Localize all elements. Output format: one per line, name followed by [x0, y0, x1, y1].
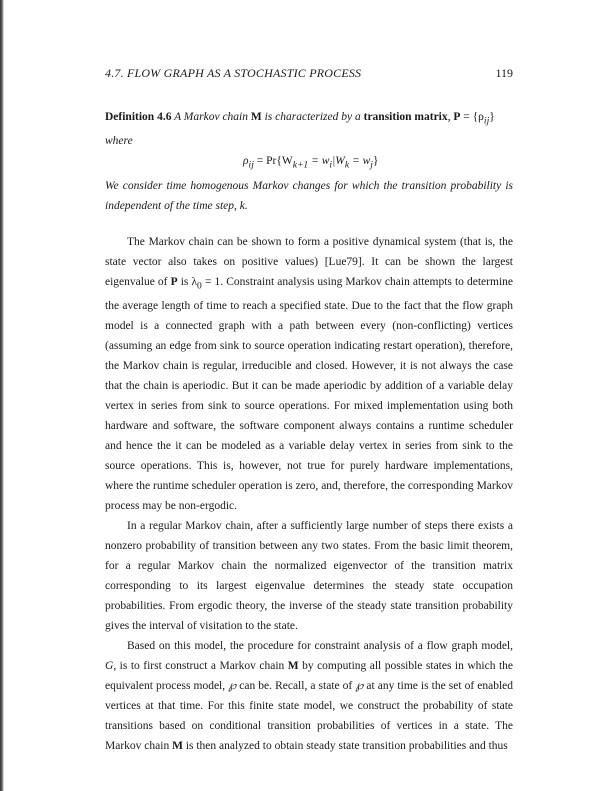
- definition-label: Definition 4.6: [105, 111, 172, 123]
- paragraph-2: In a regular Markov chain, after a sufficiently large number of steps there exists a nonzero probability of transition between any two states. From the basic limit theorem, for a regular Markov chain the normalized eigenvector of the transition matrix corresponding to its largest eigenvalue determines the steady state occupation probabilities. From ergodic theory, the inverse of the steady state transition probability gives the interval of visitation to the state.: [105, 519, 513, 632]
- definition-where: where: [105, 135, 133, 148]
- definition-text: ,: [447, 111, 454, 123]
- definition-text: = {ρ: [460, 111, 484, 123]
- paragraph-text: , is to first construct a Markov chain: [113, 659, 288, 672]
- eq-part: ρ: [243, 155, 249, 168]
- paragraph-text: is then analyzed to obtain steady state transition probabilities and thus: [182, 739, 508, 752]
- eq-part: |W: [332, 155, 345, 168]
- definition-text: A Markov chain: [171, 111, 251, 123]
- transition-equation: [105, 151, 513, 175]
- symbol-G: G: [105, 659, 114, 672]
- eq-subscript: k: [344, 159, 350, 171]
- paragraph-text: The Markov chain can be shown to form a positive dynamical system (that is, the state vector also takes on positive values) [Lue79]. It can be shown the largest eigenvalue of: [105, 235, 513, 288]
- eq-subscript: i: [329, 159, 333, 171]
- symbol-P: P: [170, 275, 178, 288]
- paragraph-text: by computing all possible states in which the equivalent process model,: [105, 659, 513, 692]
- symbol-P: P: [453, 111, 461, 123]
- page-body: [105, 107, 513, 756]
- paragraph-text: at any time is the set of enabled vertices at that time. For this finite state model, we construct the probability of state transitions based on conditional transition probabilities of vertices in a state. The Markov chain: [105, 679, 513, 752]
- page-spine-shadow: [0, 0, 4, 791]
- eq-part: = Pr{W: [253, 155, 293, 168]
- section-title: 4.7. FLOW GRAPH AS A STOCHASTIC PROCESS: [105, 66, 362, 80]
- definition-text: }: [489, 111, 495, 123]
- page-number: 119: [495, 66, 513, 80]
- definition-term: transition matrix: [363, 111, 448, 123]
- subscript: 0: [197, 279, 202, 291]
- symbol-M: M: [250, 111, 262, 123]
- paragraph-1: [105, 232, 513, 516]
- paragraph-text: can be. Recall, a state of: [236, 679, 356, 692]
- subscript: ij: [483, 115, 490, 127]
- eq-part: }: [372, 155, 379, 168]
- eq-part: = w: [349, 155, 371, 168]
- paragraph-3: [105, 636, 513, 756]
- paragraph-text: = 1. Constraint analysis using Markov chain attempts to determine the average length of time to reach a specified state. Due to the fact that the flow graph model is a connected graph with a path between every (non-conflicting) vertices (assuming an edge from sink to source operation indicating restart operation), therefore, the Markov chain is regular, irreducible and closed. However, it is not always the case that the chain is aperiodic. But it can be made aperiodic by addition of a variable delay vertex in series from sink to source operations. For mixed implementation using both hardware and software, the software component always contains a runtime scheduler and hence the it can be modeled as a variable delay vertex in series from sink to the source operations. This is, however, not true for purely hardware implementations, where the runtime scheduler operation is zero, and, therefore, the corresponding Markov process may be non-ergodic.: [105, 275, 513, 512]
- symbol-M: M: [172, 739, 183, 752]
- eq-part: = w: [308, 155, 330, 168]
- symbol-M: M: [287, 659, 299, 672]
- running-header: [105, 66, 513, 80]
- definition-text: is characterized by a: [261, 111, 364, 123]
- symbol-process: ℘: [355, 679, 364, 692]
- symbol-process: ℘: [228, 679, 237, 692]
- eq-subscript: j: [370, 159, 373, 171]
- definition-block: [105, 107, 513, 151]
- definition-note: We consider time homogenous Markov changes for which the transition probability is independent of the time step, k.: [105, 179, 513, 212]
- paragraph-text: is λ: [177, 275, 198, 288]
- eq-subscript: ij: [248, 159, 254, 171]
- paragraph-text: Based on this model, the procedure for constraint analysis of a flow graph model,: [127, 639, 513, 652]
- eq-subscript: k+1: [292, 159, 309, 171]
